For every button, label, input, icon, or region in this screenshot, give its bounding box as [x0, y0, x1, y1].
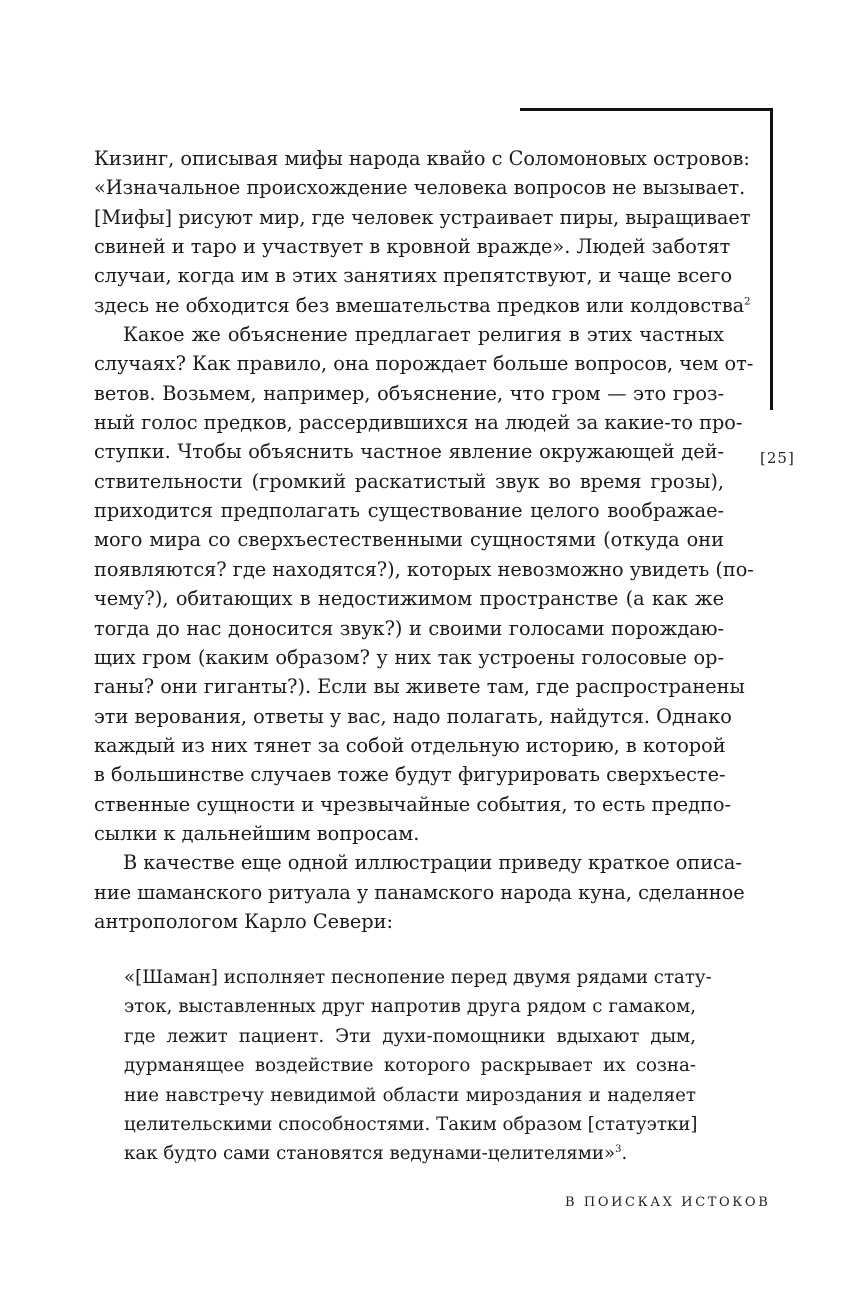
text-line: ветов. Возьмем, например, объяснение, что гром — это гроз- — [94, 381, 724, 405]
text-line: эти верования, ответы у вас, надо полагать, найдутся. Однако — [94, 704, 732, 728]
text-line: Какое же объяснение предлагает религия в этих частных — [123, 323, 724, 347]
block-quote — [124, 963, 712, 1169]
quote-line: как будто сами становятся ведунами-целителями»$^3$. — [124, 1143, 628, 1165]
text-line: щих гром (каким образом? у них так устроены голосовые ор- — [94, 645, 724, 669]
text-line: приходится предполагать существование целого воображае- — [94, 499, 724, 523]
footnote-ref[interactable]: 3 — [615, 1144, 622, 1156]
quote-line: эток, выставленных друг напротив друга рядом с гамаком, — [124, 996, 696, 1018]
quote-line: дурманящее воздействие которого раскрывает их созна- — [124, 1055, 696, 1077]
text-line: в большинстве случаев тоже будут фигурировать сверхъесте- — [94, 763, 726, 787]
text-line: [Мифы] рисуют мир, где человек устраивает пиры, выращивает — [94, 205, 751, 229]
text-line: мого мира со сверхъестественными сущностями (откуда они — [94, 528, 724, 552]
body-text — [94, 144, 754, 936]
text-line: ственные сущности и чрезвычайные события, то есть предпо- — [94, 792, 731, 816]
running-footer: В ПОИСКАХ ИСТОКОВ — [565, 1195, 771, 1210]
text-line — [94, 291, 751, 320]
text-line: сылки к дальнейшим вопросам. — [94, 821, 420, 845]
quote-line: ние навстречу невидимой области мироздания и наделяет — [124, 1084, 696, 1106]
quote-line: «[Шаман] исполняет песнопение перед двумя рядами стату- — [124, 967, 712, 988]
text-line: тогда до нас доносится звук?) и своими голосами порождаю- — [94, 616, 724, 640]
text-line: Кизинг, описывая мифы народа квайо с Соломоновых островов: — [94, 147, 750, 170]
footnote-ref[interactable]: 2 — [744, 296, 751, 308]
text-line: чему?), обитающих в недостижимом пространстве (а как же — [94, 587, 724, 611]
text-line: ние шаманского ритуала у панамского народа куна, сделанное — [94, 880, 745, 904]
paragraph-2 — [94, 320, 754, 848]
text-line: ганы? они гиганты?). Если вы живете там, где распространены — [94, 675, 745, 699]
paragraph-1 — [94, 144, 751, 320]
text-line: ствительности (громкий раскатистый звук во время грозы), — [94, 469, 724, 493]
text-line: случаи, когда им в этих занятиях препятствуют, и чаще всего — [94, 264, 733, 288]
text-line: антропологом Карло Севери: — [94, 909, 393, 933]
text-line: свиней и таро и участвует в кровной вражде». Людей заботят — [94, 235, 731, 259]
text-line: ступки. Чтобы объяснить частное явление окружающей дей- — [94, 440, 724, 464]
page-number: [25] — [760, 449, 795, 467]
text-line: случаях? Как правило, она порождает больше вопросов, чем от- — [94, 352, 754, 376]
quote-line: целительскими способностями. Таким образом [статуэтки] — [124, 1114, 698, 1136]
text-line: «Изначальное происхождение человека вопросов не вызывает. — [94, 176, 746, 200]
paragraph-3 — [94, 848, 745, 936]
text-line: В качестве еще одной иллюстрации приведу краткое описа- — [123, 851, 742, 875]
quote-line: где лежит пациент. Эти духи-помощники вдыхают дым, — [124, 1025, 696, 1047]
text-line-content: здесь не обходится без вмешательства предков или колдовства — [94, 293, 745, 317]
text-line: появляются? где находятся?), которых невозможно увидеть (по- — [94, 557, 754, 581]
text-line: каждый из них тянет за собой отдельную историю, в которой — [94, 733, 726, 757]
quote-line-content: как будто сами становятся ведунами-целителями» — [124, 1143, 616, 1165]
corner-rule-side — [770, 108, 773, 410]
corner-rule-top — [520, 108, 773, 111]
text-line: ный голос предков, рассердившихся на людей за какие-то про- — [94, 411, 743, 435]
